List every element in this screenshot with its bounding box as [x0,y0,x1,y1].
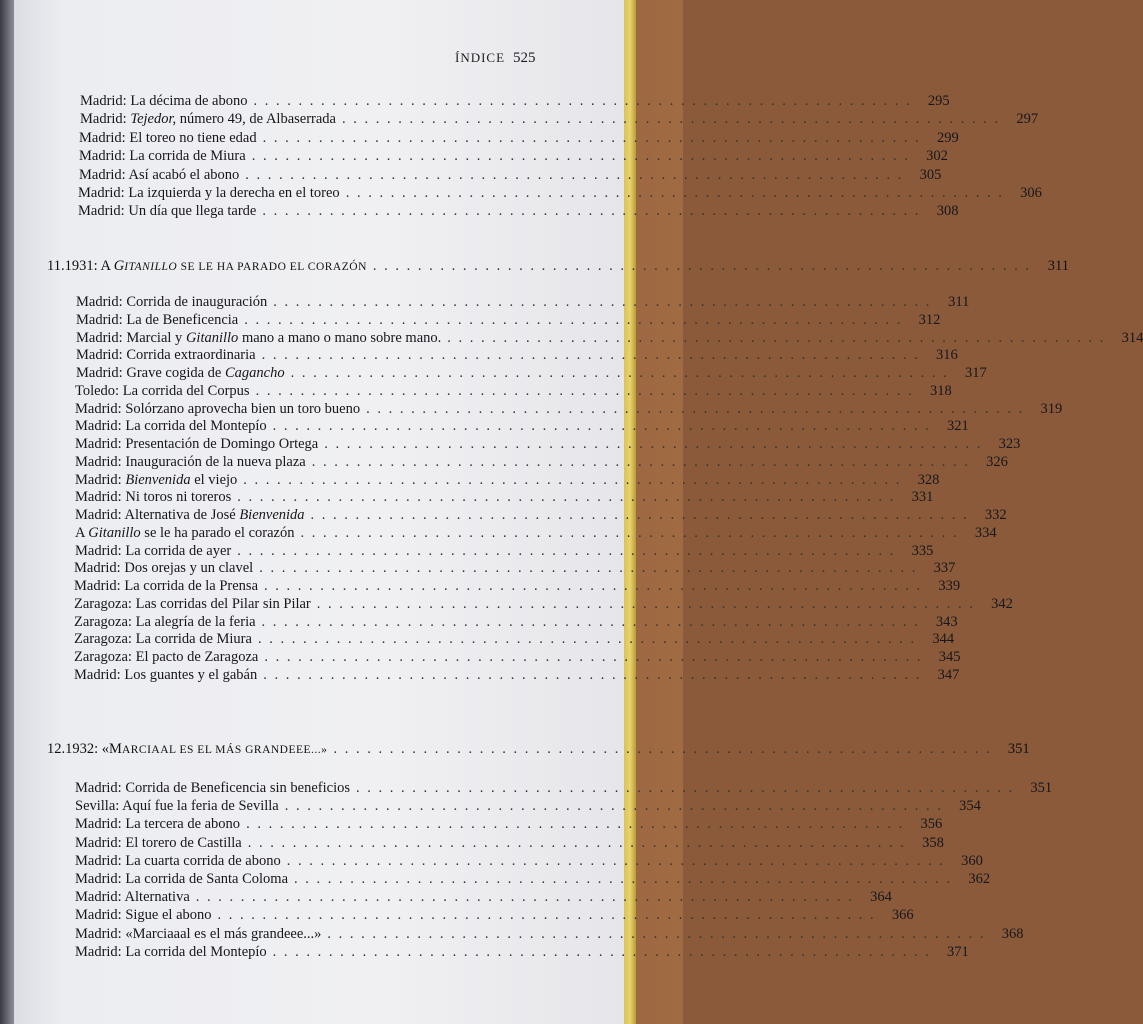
leader-dots: . . . . . . . . . . . . . . . . . . . . . . . . . . . . . . . . . . . . . . . . . . . . . . . . . . . . . . . . . . . [261,614,920,630]
entry-title [80,111,336,128]
entry-italic: Gitanillo [185,330,239,346]
leader-dots: . . . . . . . . . . . . . . . . . . . . . . . . . . . . . . . . . . . . . . . . . . . . . . . . . . . . . . . . . . . [273,294,932,310]
entry-city: Madrid: [79,148,130,164]
toc-entry [80,93,950,111]
entry-page: 326 [986,454,1008,470]
leader-dots: . . . . . . . . . . . . . . . . . . . . . . . . . . . . . . . . . . . . . . . . . . . . . . . . . . . . . . . . . . . [311,454,970,470]
entry-text: Presentación de Domingo Ortega [125,436,319,452]
entry-text: Alternativa [124,889,190,905]
entry-page: 358 [922,835,944,851]
toc-entry [75,780,1053,798]
entry-title [75,525,294,542]
entry-text: La izquierda y la derecha en el toreo [128,185,340,201]
leader-dots: . . . . . . . . . . . . . . . . . . . . . . . . . . . . . . . . . . . . . . . . . . . . . . . . . . . . . . . . . . . [263,667,922,683]
entry-page: 354 [959,798,981,814]
entry-city: Madrid: [76,312,127,328]
toc-entry [78,203,959,221]
entry-page: 331 [911,489,934,505]
entry-text: Corrida de Beneficencia sin beneficios [125,780,351,796]
leader-dots: . . . . . . . . . . . . . . . . . . . . . . . . . . . . . . . . . . . . . . . . . . . . . . . . . . . . . . . . . . . [264,578,923,594]
leader-dots: . . . . . . . . . . . . . . . . . . . . . . . . . . . . . . . . . . . . . . . . . . . . . . . . . . . . . . . . . . . [257,631,917,647]
entry-text: La corrida de Miura [129,148,246,164]
entry-text: La corrida de la Prensa [124,578,259,594]
entry-page: 317 [964,365,987,381]
leader-dots: . . . . . . . . . . . . . . . . . . . . . . . . . . . . . . . . . . . . . . . . . . . . . . . . . . . . . . . . . . . [272,944,931,960]
entry-city: Madrid: [75,401,126,417]
toc-entry [74,649,961,667]
page-number: 525 [513,50,536,66]
toc-entry [75,418,969,436]
leader-dots: . . . . . . . . . . . . . . . . . . . . . . . . . . . . . . . . . . . . . . . . . . . . . . . . . . . . . . . . . . . [327,926,986,942]
entry-page: 371 [947,944,969,960]
entry-text: La de Beneficencia [126,312,239,328]
entry-city: Madrid: [79,130,130,146]
entry-title [75,383,250,400]
entry-title [74,596,311,613]
entry-city: Madrid: [75,418,126,434]
chapter-number: 12. [47,741,66,757]
entry-page: 347 [937,667,960,683]
entry-page: 312 [918,312,941,328]
header-label: ÍNDICE [455,50,506,65]
entry-text: La cuarta corrida de abono [125,853,281,869]
toc-entry [79,167,942,185]
leader-dots: . . . . . . . . . . . . . . . . . . . . . . . . . . . . . . . . . . . . . . . . . . . . . . . . . . . . . . . . . . . [247,835,906,851]
entry-city: Madrid: [74,667,125,683]
entry-city: Madrid: [75,889,125,905]
toc-entry [79,148,948,166]
entry-text: El pacto de Zaragoza [135,649,259,665]
entry-text: Aquí fue la feria de Sevilla [122,798,279,814]
chapter-page: 311 [1047,258,1069,274]
entry-title [74,649,258,666]
entry-text-cont: el viejo [190,472,238,488]
entry-title [76,347,256,364]
entry-city: Madrid: [75,472,126,488]
entry-text: La corrida de Santa Coloma [125,871,289,887]
chapter-page: 351 [1007,741,1030,757]
entry-title [75,543,231,560]
entry-text: Grave cogida de [126,365,225,381]
entry-city: Madrid: [74,560,125,576]
leader-dots: . . . . . . . . . . . . . . . . . . . . . . . . . . . . . . . . . . . . . . . . . . . . . . . . . . . . . . . . . . . [253,93,912,109]
entry-title [79,167,239,184]
entry-text-cont: se le ha parado el corazón [140,525,295,541]
entry-text: Los guantes y el gabán [124,667,258,683]
entry-city: A [75,525,89,541]
toc-entry [75,816,943,834]
leader-dots: . . . . . . . . . . . . . . . . . . . . . . . . . . . . . . . . . . . . . . . . . . . . . . . . . . . . . . . . . . . [333,741,992,757]
leader-dots: . . . . . . . . . . . . . . . . . . . . . . . . . . . . . . . . . . . . . . . . . . . . . . . . . . . . . . . . . . . [447,330,1106,346]
leader-dots: . . . . . . . . . . . . . . . . . . . . . . . . . . . . . . . . . . . . . . . . . . . . . . . . . . . . . . . . . . . [372,258,1031,274]
toc-entry [75,543,934,561]
entry-title [75,507,305,524]
leader-dots: . . . . . . . . . . . . . . . . . . . . . . . . . . . . . . . . . . . . . . . . . . . . . . . . . . . . . . . . . . . [366,401,1025,417]
entry-title [76,312,238,329]
entry-page: 328 [917,472,940,488]
toc-entry [76,330,1143,348]
entry-page: 308 [936,203,959,219]
entry-city: Madrid: [75,835,126,851]
entry-city: Madrid: [75,489,126,505]
entry-text: El torero de Castilla [125,835,242,851]
entry-text-cont: número 49, de Albaserrada [176,111,336,127]
leader-dots: . . . . . . . . . . . . . . . . . . . . . . . . . . . . . . . . . . . . . . . . . . . . . . . . . . . . . . . . . . . [310,507,969,523]
leader-dots: . . . . . . . . . . . . . . . . . . . . . . . . . . . . . . . . . . . . . . . . . . . . . . . . . . . . . . . . . . . [251,148,910,164]
toc-entry [76,365,987,383]
entry-title [75,436,318,453]
toc-entry [76,347,958,365]
entry-italic: Bienvenida [239,507,305,523]
entry-page: 314 [1121,330,1143,346]
leader-dots: . . . . . . . . . . . . . . . . . . . . . . . . . . . . . . . . . . . . . . . . . . . . . . . . . . . . . . . . . . . [195,889,854,905]
entry-title [78,185,340,202]
entry-text: Las corridas del Pilar sin Pilar [135,596,311,612]
entry-text: La décima de abono [130,93,248,109]
entry-title [74,631,252,648]
toc-entry [74,578,961,596]
entry-italic: Tejedor, [130,111,177,127]
leader-dots: . . . . . . . . . . . . . . . . . . . . . . . . . . . . . . . . . . . . . . . . . . . . . . . . . . . . . . . . . . . [243,472,902,488]
entry-title [76,330,441,347]
toc-entry [75,383,952,401]
entry-city: Madrid: [80,93,131,109]
leader-dots: . . . . . . . . . . . . . . . . . . . . . . . . . . . . . . . . . . . . . . . . . . . . . . . . . . . . . . . . . . . [324,436,983,452]
entry-page: 332 [984,507,1007,523]
entry-page: 337 [933,560,956,576]
entry-city: Madrid: [76,347,127,363]
chapter-heading [47,741,1030,761]
entry-title [79,130,257,147]
leader-dots: . . . . . . . . . . . . . . . . . . . . . . . . . . . . . . . . . . . . . . . . . . . . . . . . . . . . . . . . . . . [262,130,921,146]
entry-text: La corrida del Montepío [125,944,267,960]
toc-entry [76,294,970,312]
leader-dots: . . . . . . . . . . . . . . . . . . . . . . . . . . . . . . . . . . . . . . . . . . . . . . . . . . . . . . . . . . . [259,560,918,576]
chapter-year: 1932: « [65,741,110,757]
toc-entry [74,560,956,578]
entry-page: 366 [891,907,914,923]
entry-page: 323 [998,436,1021,452]
entry-city: Madrid: [75,454,126,470]
leader-dots: . . . . . . . . . . . . . . . . . . . . . . . . . . . . . . . . . . . . . . . . . . . . . . . . . . . . . . . . . . . [342,111,1001,127]
entry-page: 302 [926,148,948,164]
entry-title [75,944,267,961]
entry-page: 360 [961,853,983,869]
leader-dots: . . . . . . . . . . . . . . . . . . . . . . . . . . . . . . . . . . . . . . . . . . . . . . . . . . . . . . . . . . . [316,596,975,612]
toc-entry [78,185,1042,203]
entry-city: Madrid: [75,907,126,923]
toc-entry [75,871,991,889]
toc-entry [75,507,1007,525]
leader-dots: . . . . . . . . . . . . . . . . . . . . . . . . . . . . . . . . . . . . . . . . . . . . . . . . . . . . . . . . . . . [300,525,959,541]
entry-title [75,889,190,906]
entry-city: Madrid: [76,330,127,346]
chapter-title [65,741,327,758]
entry-page: 335 [911,543,934,559]
entry-text: La tercera de abono [125,816,241,832]
toc-entry [79,130,959,148]
entry-city: Madrid: [75,871,126,887]
chapter-italic-rest: ITANILLO [124,261,178,273]
entry-city: Madrid: [75,816,126,832]
entry-page: 311 [948,294,970,310]
entry-city: Madrid: [74,578,125,594]
entry-page: 306 [1020,185,1042,201]
entry-text: Corrida de inauguración [126,294,268,310]
entry-city: Madrid: [75,780,126,796]
toc-entry [75,525,997,543]
entry-text: Marcial y [126,330,186,346]
entry-text: La corrida del Corpus [122,383,250,399]
chapter-title [65,258,367,275]
entry-italic: Cagancho [224,365,285,381]
entry-page: 295 [927,93,950,109]
entry-text: El toreo no tiene edad [129,130,257,146]
entry-title [75,816,240,833]
entry-city: Zaragoza: [74,649,136,665]
entry-page: 345 [938,649,961,665]
entry-text: Así acabó el abono [128,167,240,183]
leader-dots: . . . . . . . . . . . . . . . . . . . . . . . . . . . . . . . . . . . . . . . . . . . . . . . . . . . . . . . . . . . [255,383,914,399]
entry-title [75,780,350,797]
entry-city: Madrid: [75,436,126,452]
leader-dots: . . . . . . . . . . . . . . . . . . . . . . . . . . . . . . . . . . . . . . . . . . . . . . . . . . . . . . . . . . . [272,418,931,434]
entry-page: 362 [968,871,991,887]
entry-city: Zaragoza: [74,614,136,630]
toc-entry [74,631,955,649]
leader-dots: . . . . . . . . . . . . . . . . . . . . . . . . . . . . . . . . . . . . . . . . . . . . . . . . . . . . . . . . . . . [345,185,1004,201]
leader-dots: . . . . . . . . . . . . . . . . . . . . . . . . . . . . . . . . . . . . . . . . . . . . . . . . . . . . . . . . . . . [245,167,904,183]
entry-page: 321 [947,418,969,434]
chapter-rest: SE LE HA PARADO EL CORAZÓN [177,261,367,273]
leader-dots: . . . . . . . . . . . . . . . . . . . . . . . . . . . . . . . . . . . . . . . . . . . . . . . . . . . . . . . . . . . [261,347,920,363]
entry-title [75,835,242,852]
entry-title [75,907,212,924]
toc-entry [75,907,914,925]
entry-text: La corrida del Montepío [125,418,267,434]
leader-dots: . . . . . . . . . . . . . . . . . . . . . . . . . . . . . . . . . . . . . . . . . . . . . . . . . . . . . . . . . . . [284,798,943,814]
entry-title [75,853,281,870]
entry-title [76,365,285,382]
leader-dots: . . . . . . . . . . . . . . . . . . . . . . . . . . . . . . . . . . . . . . . . . . . . . . . . . . . . . . . . . . . [246,816,905,832]
entry-title [78,203,256,220]
chapter-number: 11. [47,258,65,274]
leader-dots: . . . . . . . . . . . . . . . . . . . . . . . . . . . . . . . . . . . . . . . . . . . . . . . . . . . . . . . . . . . [237,489,896,505]
toc-entry [75,454,1008,472]
toc-entry [80,111,1039,129]
toc-entry [75,944,969,962]
leader-dots: . . . . . . . . . . . . . . . . . . . . . . . . . . . . . . . . . . . . . . . . . . . . . . . . . . . . . . . . . . . [286,853,945,869]
leader-dots: . . . . . . . . . . . . . . . . . . . . . . . . . . . . . . . . . . . . . . . . . . . . . . . . . . . . . . . . . . . [244,312,903,328]
toc-entry [75,472,940,490]
toc-entry [76,312,941,330]
leader-dots: . . . . . . . . . . . . . . . . . . . . . . . . . . . . . . . . . . . . . . . . . . . . . . . . . . . . . . . . . . . [264,649,923,665]
entry-page: 342 [991,596,1013,612]
entry-text: Ni toros ni toreros [125,489,232,505]
entry-text-cont: mano a mano o mano sobre mano. [238,330,442,346]
entry-text: Dos orejas y un clavel [124,560,254,576]
entry-text: Sigue el abono [125,907,212,923]
entry-title [75,454,306,471]
leader-dots: . . . . . . . . . . . . . . . . . . . . . . . . . . . . . . . . . . . . . . . . . . . . . . . . . . . . . . . . . . . [217,907,876,923]
leader-dots: . . . . . . . . . . . . . . . . . . . . . . . . . . . . . . . . . . . . . . . . . . . . . . . . . . . . . . . . . . . [290,365,949,381]
toc-entry [75,489,934,507]
entry-text: La corrida de ayer [125,543,232,559]
entry-title [75,926,321,943]
entry-city: Madrid: [75,853,126,869]
entry-page: 334 [974,525,997,541]
entry-city: Madrid: [78,203,129,219]
chapter-year: 1931: A [64,258,114,274]
entry-city: Madrid: [78,185,129,201]
entry-page: 351 [1030,780,1053,796]
entry-city: Madrid: [76,365,127,381]
entry-text: Solórzano aprovecha bien un toro bueno [125,401,361,417]
leader-dots: . . . . . . . . . . . . . . . . . . . . . . . . . . . . . . . . . . . . . . . . . . . . . . . . . . . . . . . . . . . [237,543,896,559]
entry-page: 339 [938,578,961,594]
toc-entry [75,436,1021,454]
leader-dots: . . . . . . . . . . . . . . . . . . . . . . . . . . . . . . . . . . . . . . . . . . . . . . . . . . . . . . . . . . . [356,780,1015,796]
toc-entry [75,835,944,853]
toc-entry [75,853,983,871]
entry-title [74,667,257,684]
toc-entry [75,889,892,907]
toc-entry [75,798,981,816]
chapter-heading [47,258,1069,278]
entry-text: «Marciaaal es el más grandeee...» [125,926,322,942]
entry-text: Inauguración de la nueva plaza [125,454,306,470]
entry-city: Madrid: [76,294,127,310]
entry-page: 344 [932,631,955,647]
entry-title [80,93,248,110]
entry-text: La corrida de Miura [135,631,252,647]
entry-city: Madrid: [75,926,126,942]
running-header [455,50,536,67]
entry-title [75,418,267,435]
chapter-initial: M [109,741,122,757]
entry-page: 305 [919,167,942,183]
entry-page: 356 [920,816,943,832]
entry-title [74,614,256,631]
entry-title [75,871,288,888]
entry-title [75,401,360,418]
entry-page: 318 [929,383,952,399]
entry-title [74,578,258,595]
entry-city: Madrid: [80,111,131,127]
entry-title [75,489,231,506]
entry-italic: Bienvenida [125,472,191,488]
entry-city: Zaragoza: [74,596,136,612]
entry-italic: Gitanillo [88,525,141,541]
entry-title [74,560,253,577]
leader-dots: . . . . . . . . . . . . . . . . . . . . . . . . . . . . . . . . . . . . . . . . . . . . . . . . . . . . . . . . . . . [294,871,953,887]
entry-page: 299 [936,130,959,146]
entry-city: Zaragoza: [74,631,136,647]
entry-text: Corrida extraordinaria [126,347,256,363]
entry-title [75,798,279,815]
entry-page: 316 [935,347,958,363]
entry-title [75,472,237,489]
entry-page: 368 [1001,926,1024,942]
entry-title [76,294,267,311]
entry-page: 297 [1016,111,1039,127]
entry-page: 343 [935,614,958,630]
entry-city: Sevilla: [75,798,123,814]
entry-page: 364 [870,889,892,905]
entry-text: Un día que llega tarde [128,203,257,219]
entry-city: Madrid: [75,543,126,559]
entry-text: La alegría de la feria [135,614,256,630]
chapter-rest: ARCIAAL ES EL MÁS GRANDEEE...» [121,744,328,756]
entry-city: Toledo: [75,383,123,399]
entry-city: Madrid: [75,507,125,523]
entry-text: Alternativa de José [124,507,240,523]
chapter-italic: GITANILLO [113,258,178,274]
leader-dots: . . . . . . . . . . . . . . . . . . . . . . . . . . . . . . . . . . . . . . . . . . . . . . . . . . . . . . . . . . . [262,203,921,219]
entry-page: 319 [1040,401,1063,417]
toc-entry [74,596,1013,614]
toc-entry [75,926,1024,944]
entry-title [79,148,246,165]
entry-city: Madrid: [75,944,126,960]
toc-entry [74,614,958,632]
toc-entry [75,401,1063,419]
entry-city: Madrid: [79,167,129,183]
toc-entry [74,667,960,685]
